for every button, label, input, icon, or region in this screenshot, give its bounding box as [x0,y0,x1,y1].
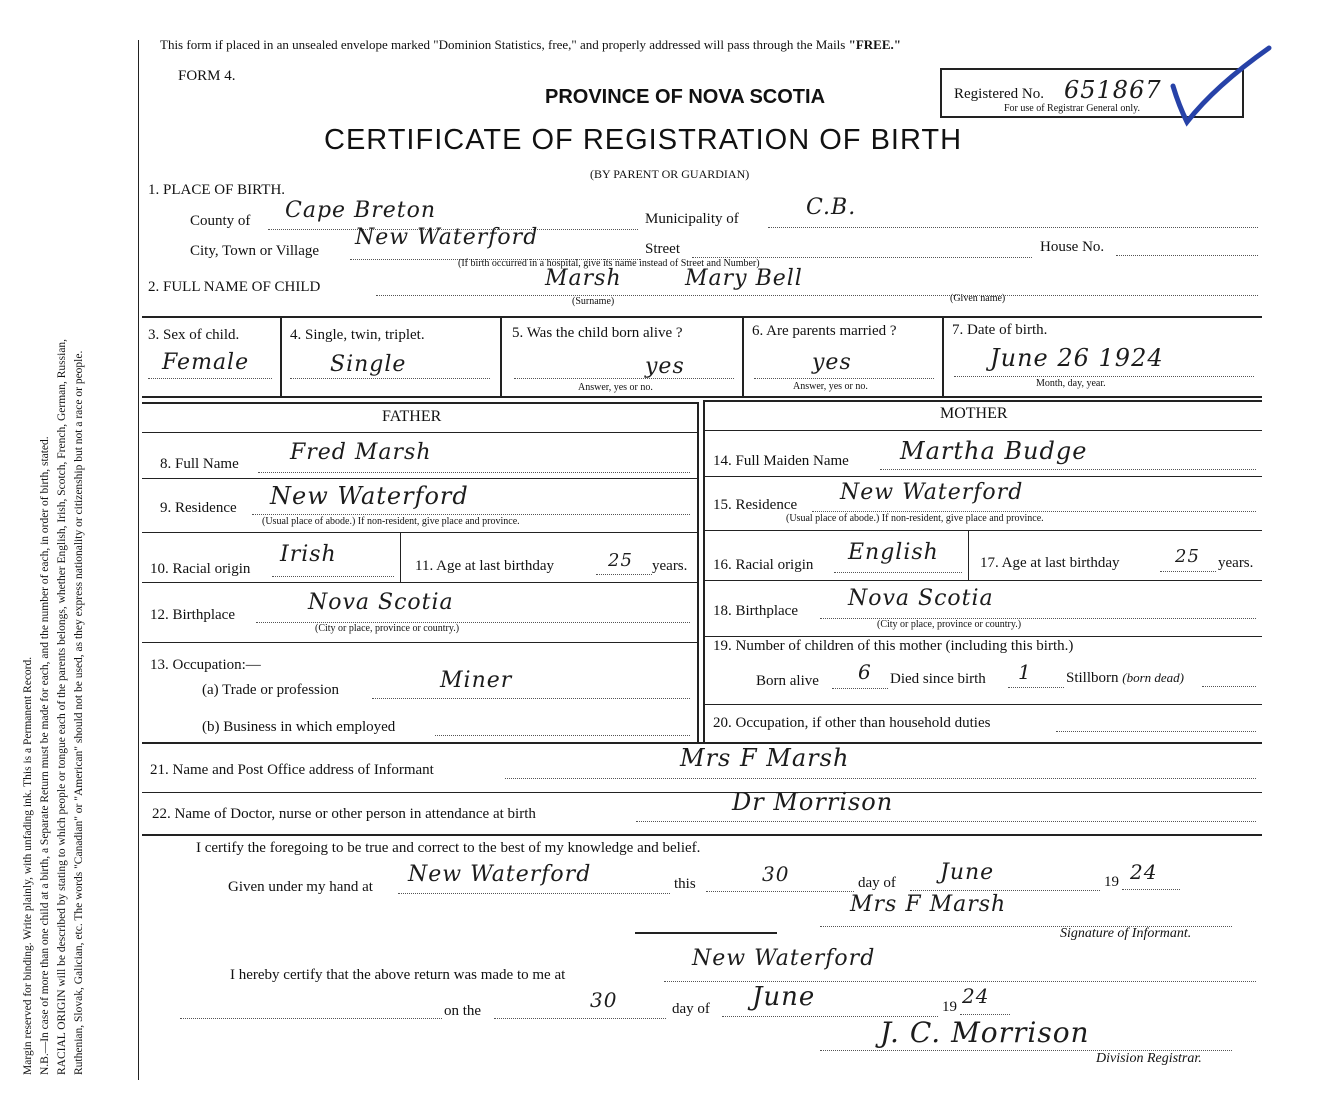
margin-rule [138,40,139,1080]
mother-birthplace-value: Nova Scotia [848,586,994,611]
born-alive-count-label: Born alive [756,673,819,689]
city-label: City, Town or Village [190,243,320,259]
date-of-birth-label: 7. Date of birth. [952,322,1048,338]
given-place-value: New Waterford [408,862,592,887]
mother-residence-caption: (Usual place of abode.) If non-resident, give place and province. [786,513,1044,524]
doctor-label: 22. Name of Doctor, nurse or other person in attendance at birth [152,806,536,822]
mother-racial-value: English [848,540,939,565]
informant-value: Mrs F Marsh [680,744,850,772]
municipality-value: C.B. [806,195,857,220]
mother-birthplace-caption: (City or place, province or country.) [877,619,1022,630]
father-trade-value: Miner [440,668,513,693]
informant-label: 21. Name and Post Office address of Informant [150,762,434,778]
stillborn-label: Stillborn (born dead) [1066,670,1185,686]
died-since-birth-value: 1 [1018,660,1032,684]
father-residence-value: New Waterford [270,482,469,510]
born-alive-caption: Answer, yes or no. [578,382,653,393]
county-label: County of [190,213,251,229]
certification-year-prefix: 19 [1104,874,1119,890]
mother-age-value: 25 [1175,546,1200,567]
child-surname-value: Marsh [545,266,622,291]
mother-racial-label: 16. Racial origin [713,557,814,573]
certification-statement: I certify the foregoing to be true and correct to the best of my knowledge and belief. [196,840,701,856]
parents-married-label: 6. Are parents married ? [752,323,897,339]
born-alive-label: 5. Was the child born alive ? [512,325,683,341]
registered-number: 651867 [1064,76,1162,104]
mother-birthplace-label: 18. Birthplace [713,603,798,619]
father-name-value: Fred Marsh [290,440,432,465]
mail-note: This form if placed in an unsealed envelope marked "Dominion Statistics, free," and properly addressed will pass through the Mails "FREE." [160,37,901,52]
county-value: Cape Breton [285,198,437,223]
father-name-label: 8. Full Name [160,456,239,472]
mother-name-label: 14. Full Maiden Name [713,453,849,469]
mother-children-label: 19. Number of children of this mother (including this birth.) [713,638,1074,654]
father-residence-label: 9. Residence [160,500,237,516]
father-birthplace-caption: (City or place, province or country.) [315,623,460,634]
city-value: New Waterford [355,225,539,250]
sex-label: 3. Sex of child. [148,327,240,343]
born-alive-count-value: 6 [858,660,872,684]
margin-note-racial-origin: RACIAL ORIGIN will be described by stating to which people or tongue each of the parents belongs, whether English, Irish, Scotch, French, German, Russian, [56,338,68,1075]
father-age-label: 11. Age at last birthday [415,558,554,574]
father-residence-caption: (Usual place of abode.) If non-resident, give place and province. [262,516,520,527]
registrar-signature-caption: Division Registrar. [1096,1051,1202,1066]
father-birthplace-label: 12. Birthplace [150,607,235,623]
mother-name-value: Martha Budge [900,437,1088,465]
page-title: CERTIFICATE OF REGISTRATION OF BIRTH [324,124,963,156]
doctor-value: Dr Morrison [732,788,894,816]
father-racial-label: 10. Racial origin [150,561,251,577]
registrar-note: For use of Registrar General only. [1004,103,1140,114]
certification-month-value: June [940,860,995,885]
informant-signature: Mrs F Marsh [850,892,1007,917]
informant-signature-caption: Signature of Informant. [1060,926,1192,941]
province-heading: PROVINCE OF NOVA SCOTIA [545,86,826,108]
street-label: Street [645,241,680,257]
surname-caption: (Surname) [572,296,615,307]
father-trade-label: (a) Trade or profession [202,682,340,698]
mother-residence-label: 15. Residence [713,497,798,513]
house-number-label: House No. [1040,239,1105,255]
stillborn-note: (born dead) [1122,670,1185,685]
registrar-year-value: 24 [962,984,990,1008]
registrar-day-of-label: day of [672,1001,710,1017]
place-of-birth-label: 1. PLACE OF BIRTH. [148,182,286,198]
registrar-day-value: 30 [590,988,618,1012]
father-business-label: (b) Business in which employed [202,719,396,735]
father-heading: FATHER [382,408,442,425]
margin-note-racial-origin-cont: Ruthenian, Slovak, Galician, etc. The words "Canadian" or "American" should not be used, as they express nationality or citizenship but not a race or people. [73,350,85,1075]
parents-married-caption: Answer, yes or no. [793,381,868,392]
mother-age-unit: years. [1218,555,1254,571]
child-name-label: 2. FULL NAME OF CHILD [148,279,321,295]
mother-residence-value: New Waterford [840,480,1024,505]
hospital-note: (If birth occurred in a hospital, give its name instead of Street and Number) [458,258,760,269]
certification-year-value: 24 [1130,860,1158,884]
certification-day-value: 30 [762,862,790,886]
registrar-month-value: June [752,982,816,1012]
check-mark-icon [1165,40,1275,130]
on-the-label: on the [444,1003,482,1019]
parents-married-value: yes [812,350,852,375]
certification-day-of-label: day of [858,875,896,891]
municipality-label: Municipality of [645,211,739,227]
registered-label: Registered No. [954,86,1044,102]
this-label: this [674,876,696,892]
margin-note-multiple-births: N.B.—In case of more than one child at a birth, a Separate Return must be made for each, and the number of each, in order of birth, stated. [39,436,51,1075]
born-alive-value: yes [645,354,685,379]
plurality-label: 4. Single, twin, triplet. [290,327,425,343]
given-under-hand-label: Given under my hand at [228,879,373,895]
father-racial-value: Irish [280,542,337,567]
father-birthplace-value: Nova Scotia [308,590,454,615]
date-of-birth-value: June 26 1924 [990,344,1164,372]
margin-notes [20,35,88,1075]
mother-occupation-label: 20. Occupation, if other than household duties [713,715,991,731]
mother-age-label: 17. Age at last birthday [980,555,1120,571]
died-since-birth-label: Died since birth [890,671,986,687]
father-age-value: 25 [608,550,633,571]
registrar-signature: J. C. Morrison [880,1016,1090,1049]
sex-value: Female [162,350,250,375]
registrar-statement: I hereby certify that the above return was made to me at [230,967,566,983]
mother-heading: MOTHER [940,405,1008,422]
plurality-value: Single [330,352,407,377]
date-of-birth-caption: Month, day, year. [1036,378,1106,389]
registrar-year-prefix: 19 [942,999,957,1015]
form-number: FORM 4. [178,68,236,84]
page-subtitle: (BY PARENT OR GUARDIAN) [590,167,750,181]
given-name-caption: (Given name) [950,293,1006,304]
father-age-unit: years. [652,558,688,574]
margin-note-binding: Margin reserved for binding. Write plainly, with unfading ink. This is a Permanent Record. [22,656,34,1075]
child-given-value: Mary Bell [685,266,803,291]
mail-note-free: "FREE." [848,37,901,52]
registrar-place-value: New Waterford [692,946,876,971]
father-occupation-label: 13. Occupation:— [150,657,261,673]
